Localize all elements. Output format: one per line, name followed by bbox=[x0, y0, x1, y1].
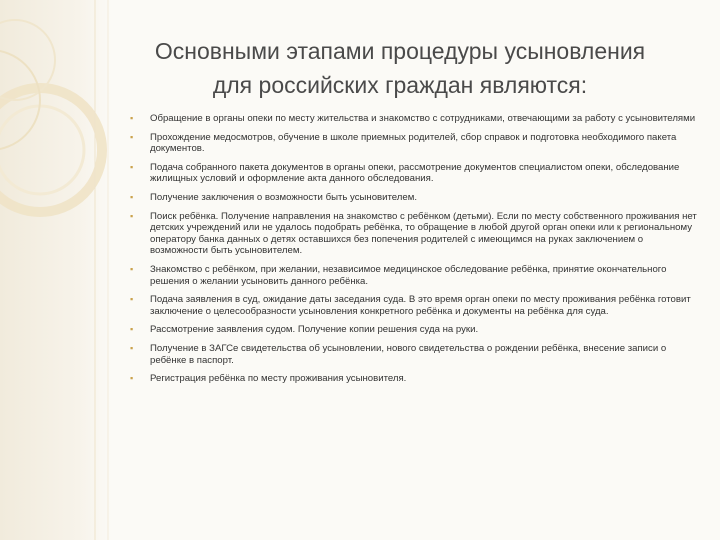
bullet-icon: ▪ bbox=[130, 131, 134, 142]
bullet-icon: ▪ bbox=[130, 263, 134, 274]
list-item bbox=[128, 324, 700, 336]
title-line-1: Основными этапами процедуры усыновления bbox=[154, 38, 646, 64]
stages-list bbox=[128, 113, 700, 392]
list-item bbox=[128, 343, 700, 366]
bullet-icon: ▪ bbox=[130, 161, 134, 172]
list-item-text: Знакомство с ребёнком, при желании, независимое медицинское обследование ребёнка, принятие окончательного решения о желании усыновить данного ребёнка. bbox=[150, 263, 667, 287]
list-item bbox=[128, 113, 700, 125]
list-item-text: Подача собранного пакета документов в органы опеки, рассмотрение документов специалистом опеки, обследование жилищных условий и оформление акта данного обследования. bbox=[150, 161, 680, 185]
bullet-icon: ▪ bbox=[130, 294, 134, 305]
title-line-2: для российских граждан являются: bbox=[212, 72, 588, 98]
list-item-text: Поиск ребёнка. Получение направления на знакомство с ребёнком (детьми). Если по месту собственного проживания нет детских учреждений или не удалось подобрать ребёнка, то обращение в любой другой орган опеки или к региональному оператору банка данных о детях оставшихся без попечения родителей с имеющимся на руках заключением о возможности быть усыновителем. bbox=[150, 210, 697, 257]
bullet-icon: ▪ bbox=[130, 324, 134, 335]
list-item bbox=[128, 373, 700, 385]
list-item-text: Рассмотрение заявления судом. Получение копии решения суда на руки. bbox=[150, 324, 479, 336]
list-item-text: Получение заключения о возможности быть усыновителем. bbox=[150, 191, 418, 203]
list-item bbox=[128, 211, 700, 257]
list-item-text: Подача заявления в суд, ожидание даты заседания суда. В это время орган опеки по месту проживания ребёнка готовит заключение о целесообразности усыновления конкретного ребёнка и документы на ребёнка для суда. bbox=[150, 294, 691, 317]
list-item bbox=[128, 192, 700, 204]
list-item bbox=[128, 162, 700, 185]
list-item-text: Регистрация ребёнка по месту проживания усыновителя. bbox=[150, 373, 407, 385]
bullet-icon: ▪ bbox=[130, 113, 134, 123]
list-item bbox=[128, 264, 700, 287]
list-item bbox=[128, 294, 700, 317]
list-item-text: Обращение в органы опеки по месту жительства и знакомство с сотрудниками, отвечающими за работу с усыновителями bbox=[150, 113, 696, 124]
list-item bbox=[128, 132, 700, 155]
list-item-text: Прохождение медосмотров, обучение в школе приемных родителей, сбор справок и подготовка необходимого пакета документов. bbox=[150, 131, 677, 155]
bullet-icon: ▪ bbox=[130, 342, 134, 353]
bullet-icon: ▪ bbox=[130, 373, 134, 384]
list-item-text: Получение в ЗАГСе свидетельства об усыновлении, нового свидетельства о рождении ребёнка, внесение записи о ребёнке в паспорт. bbox=[150, 342, 667, 366]
decorative-circles bbox=[0, 0, 140, 540]
bullet-icon: ▪ bbox=[130, 210, 134, 221]
bullet-icon: ▪ bbox=[130, 191, 134, 202]
page-title bbox=[120, 34, 680, 102]
